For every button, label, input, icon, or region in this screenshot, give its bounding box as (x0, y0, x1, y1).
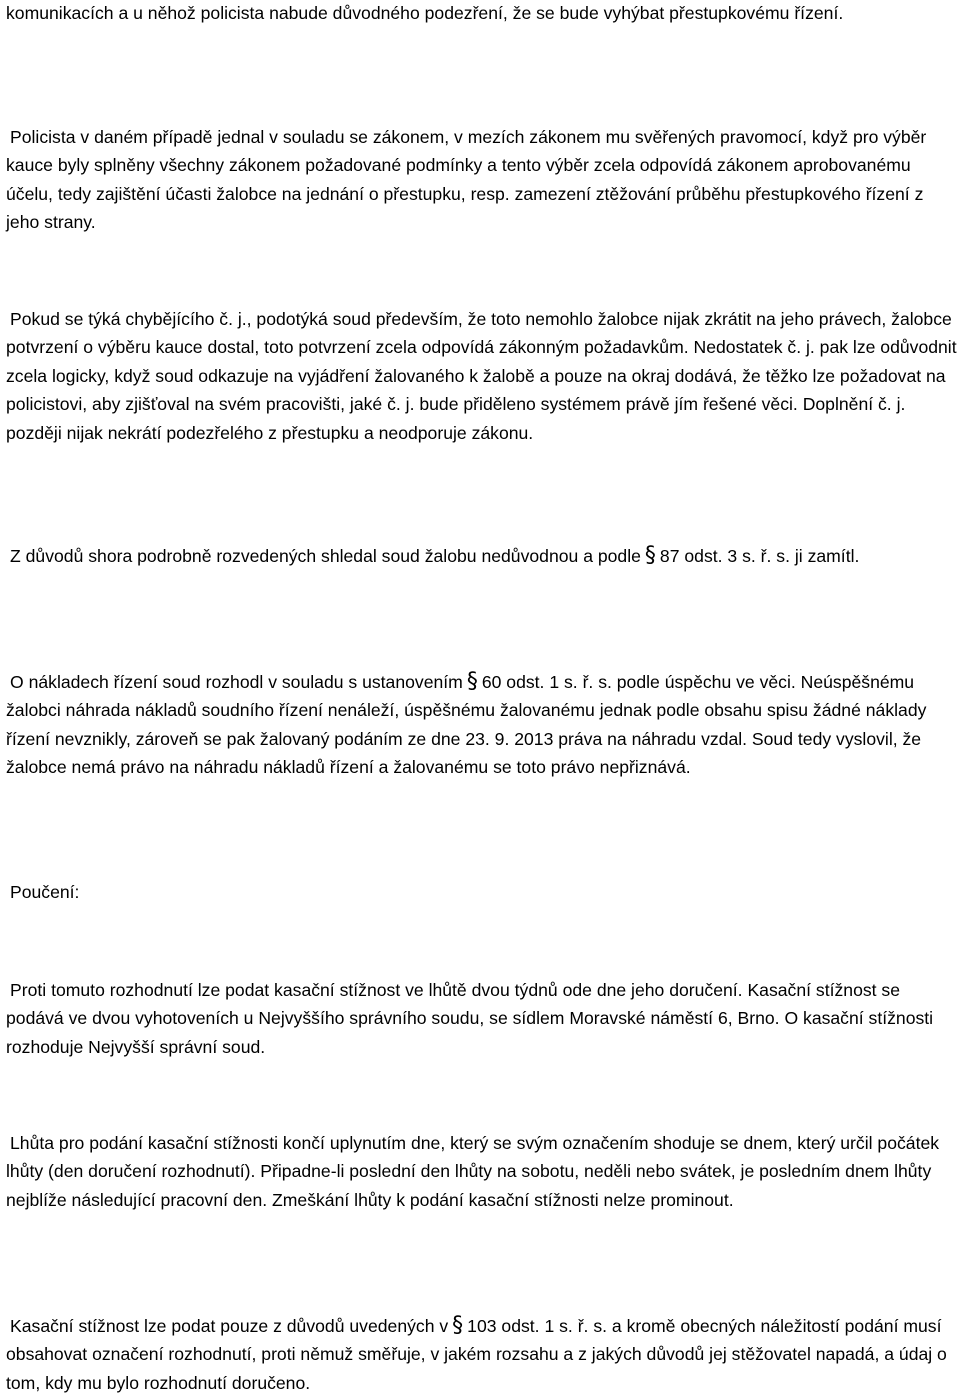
zamitnuti-text-after: 87 odst. 3 s. ř. s. ji zamítl. (659, 546, 860, 566)
duvody-text-before: Kasační stížnost lze podat pouze z důvodů uvedených v (10, 1316, 449, 1336)
paragraph-cislo-jednaci-text: Pokud se týká chybějícího č. j., podotýká soud především, že toto nemohlo žalobce nijak zkrátit na jeho právech, žalobce potvrzení o výběru kauce dostal, toto potvrzení zcela odpovídá zákonným požadavkům. Nedostatek č. j. pak lze odůvodnit zcela logicky, když soud odkazuje na vyjádření žalovaného k žalobě a pouze na okraj dodává, že těžko lze požadovat na policistovi, aby zjišťoval na svém pracovišti, jaké č. j. bude přiděleno systémem právě jím řešené věci. Doplnění č. j. později nijak nekrátí podezřelého z přestupku a neodporuje zákonu. (6, 309, 957, 443)
paragraph-kasacni-stiznost-text: Proti tomuto rozhodnutí lze podat kasační stížnost ve lhůtě dvou týdnů ode dne jeho doručení. Kasační stížnost se podává ve dvou vyhotoveních u Nejvyššího správního soudu, se sídlem Moravské náměstí 6, Brno. O kasační stížnosti rozhoduje Nejvyšší správní soud. (6, 980, 934, 1057)
paragraph-naklady (6, 668, 960, 782)
section-sign-icon: § (644, 543, 656, 568)
paragraph-duvody (6, 1312, 960, 1397)
section-sign-icon: § (466, 669, 478, 694)
paragraph-lhuta (6, 1129, 960, 1214)
naklady-text-after: 60 odst. 1 s. ř. s. podle úspěchu ve věci. Neúspěšnému žalobci náhrada nákladů soudního řízení nenáleží, úspěšnému žalovanému jednak podle obsahu spisu žádné náklady řízení nevznikly, zároveň se pak žalovaný podáním ze dne 23. 9. 2013 práva na náhradu vzdal. Soud tedy vyslovil, že žalobce nemá právo na náhradu nákladů řízení a žalovanému se toto právo nepřiznává. (6, 672, 927, 778)
paragraph-zamitnuti (6, 542, 960, 570)
paragraph-lhuta-text: Lhůta pro podání kasační stížnosti končí uplynutím dne, který se svým označením shoduje se dnem, který určil počátek lhůty (den doručení rozhodnutí). Připadne-li poslední den lhůty na sobotu, neděli nebo svátek, je posledním dnem lhůty nejblíže následující pracovní den. Zmeškání lhůty k podání kasační stížnosti nelze prominout. (6, 1133, 940, 1210)
paragraph-continuation: komunikacích a u něhož policista nabude důvodného podezření, že se bude vyhýbat přestupkovému řízení. (6, 3, 844, 23)
section-sign-icon: § (452, 1313, 464, 1338)
naklady-text-before: O nákladech řízení soud rozhodl v souladu s ustanovením (10, 672, 463, 692)
zamitnuti-text-before: Z důvodů shora podrobně rozvedených shledal soud žalobu nedůvodnou a podle (10, 546, 641, 566)
paragraph-kasacni-stiznost (6, 976, 960, 1061)
heading-pouceni (6, 878, 960, 906)
paragraph-cislo-jednaci (6, 305, 960, 447)
heading-pouceni-text: Poučení: (10, 882, 80, 902)
paragraph-policista (6, 123, 960, 237)
paragraph-policista-text: Policista v daném případě jednal v souladu se zákonem, v mezích zákonem mu svěřených pravomocí, když pro výběr kauce byly splněny všechny zákonem požadované podmínky a tento výběr zcela odpovídá zákonem aprobovanému účelu, tedy zajištění účasti žalobce na jednání o přestupku, resp. zamezení ztěžování průběhu přestupkového řízení z jeho strany. (6, 127, 927, 233)
duvody-text-after: 103 odst. 1 s. ř. s. a kromě obecných náležitostí podání musí obsahovat označení rozhodnutí, proti němuž směřuje, v jakém rozsahu a z jakých důvodů jej stěžovatel napadá, a údaj o tom, kdy mu bylo rozhodnutí doručeno. (6, 1316, 947, 1393)
